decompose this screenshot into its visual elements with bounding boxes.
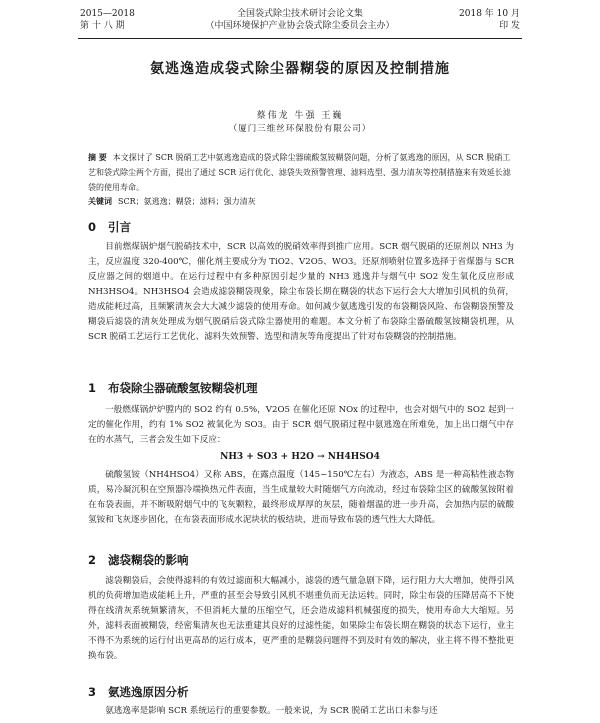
running-header bbox=[80, 8, 520, 48]
section-heading-3 bbox=[88, 684, 189, 700]
section-number: 0 bbox=[88, 220, 97, 234]
section-heading-1 bbox=[88, 380, 258, 396]
reaction-equation: NH3 + SO3 + H2O → NH4HSO4 bbox=[220, 452, 380, 462]
section-1-paragraph-2: 硫酸氢铵（NH4HSO4）又称 ABS，在露点温度（145~150℃左右）为液态，ABS 是一种高粘性液态物质，易冷凝沉积在空预器冷端换热元件表面，当生成量较大时随烟气方向流动，经过布袋除尘区的硫酸氢铵附着在布袋表面，并不断吸附烟气中的飞灰颗粒，最终形成厚厚的灰层，随着烟温的进一步升高，会加热内层的硫酸氢铵和飞灰逐步固化，在布袋表面形成水泥块状的板结块，进而导致布袋的透气性大大降低。 bbox=[88, 470, 514, 525]
section-number: 1 bbox=[88, 381, 97, 395]
section-heading-0 bbox=[88, 219, 131, 235]
abstract bbox=[88, 150, 512, 195]
affiliation: （厦门三维丝环保股份有限公司） bbox=[228, 124, 372, 134]
section-0-paragraph: 目前燃煤锅炉烟气脱硝技术中，SCR 以高效的脱硝效率得到推广应用。SCR 烟气脱硝的还原剂以 NH3 为主，反应温度 320-400℃，催化剂主要成分为 TiO2、V2O5、WO3。还原剂喷射位置多选择于省煤器与 SCR 反应器之间的烟道中。在运行过程中有多种原因引起少量的 NH3 逃逸并与烟气中 SO2 发生氧化反应形成 NH3HSO4。NH3HSO4 会造成滤袋糊袋现象，除尘布袋长期在糊袋的状态下运行会大大增加引风机的负荷，造成能耗过高，且频繁清灰会大大减少滤袋的使用寿命。如何减少氨逃逸引发的布袋糊袋风险、布袋糊袋预警及糊袋后滤袋的清灰处理成为烟气脱硝后袋式除尘器使用的难题。本文分析了布袋除尘器硫酸氢铵糊袋机理，从 SCR 脱硝工艺运行工艺优化、滤料失效预警、选型和清灰等角度提出了针对布袋糊袋的控制措施。 bbox=[88, 242, 514, 342]
header-years: 2015—2018 bbox=[80, 9, 135, 19]
header-center bbox=[160, 8, 440, 32]
paper-title: 氨逃逸造成袋式除尘器糊袋的原因及控制措施 bbox=[150, 61, 450, 77]
header-printed: 印 发 bbox=[499, 21, 520, 31]
section-title: 布袋除尘器硫酸氢铵糊袋机理 bbox=[108, 381, 258, 395]
section-3-paragraph: 氨逃逸率是影响 SCR 系统运行的重要参数。一般来说，为 SCR 脱硝工艺出口未参与还 bbox=[105, 706, 438, 716]
section-heading-2 bbox=[88, 552, 189, 568]
section-title: 滤袋糊袋的影响 bbox=[108, 553, 189, 567]
section-number: 2 bbox=[88, 553, 97, 567]
header-proceedings-title: 全国袋式除尘技术研讨会论文集 bbox=[236, 9, 363, 19]
section-1-paragraph-1: 一般燃煤锅炉炉膛内的 SO2 约有 0.5%，V2O5 在催化还原 NOx 的过程中，也会对烟气中的 SO2 起到一定的催化作用，约有 1% SO2 被氧化为 SO3。由于 SCR 烟气脱硝过程中氨逃逸在所难免，加上出口烟气中存在的水蒸气，三者会发生如下反应： bbox=[88, 405, 514, 445]
header-divider bbox=[78, 38, 522, 39]
abstract-text: 本文探讨了 SCR 脱硝工艺中氨逃逸造成的袋式除尘器硫酸氢铵糊袋问题，分析了氨逃逸的原因，从 SCR 脱硝工艺和袋式除尘两个方面，提出了通过 SCR 运行优化、滤袋失效预警管理、滤料选型、强力清灰等控制措施来有效延长滤袋的使用寿命。 bbox=[88, 153, 511, 192]
abstract-label: 摘 要 bbox=[88, 153, 107, 162]
keywords-text: SCR；氨逃逸；糊袋；滤料；强力清灰 bbox=[118, 197, 256, 206]
section-number: 3 bbox=[88, 685, 97, 699]
authors: 蔡伟龙 牛强 王巍 bbox=[256, 111, 344, 121]
header-date: 2018 年 10 月 bbox=[459, 9, 520, 19]
section-title: 氨逃逸原因分析 bbox=[108, 685, 189, 699]
section-2-paragraph: 滤袋糊袋后，会使得滤料的有效过滤面积大幅减小，滤袋的透气量急剧下降，运行阻力大大增加，使得引风机的负荷增加造成能耗上升，严重的甚至会导致引风机不堪重负而无法运转。同时，除尘布袋的压降居高不下使得在线清灰系统频繁清灰，不但消耗大量的压缩空气，还会造成滤料机械强度的损失，使用寿命大大缩短。另外，滤料表面被糊袋，经密集清灰也无法重建其良好的过滤性能，如果除尘布袋长期在糊袋的状态下运行，业主不得不为系统的运行付出更高昂的运行成本，更严重的是糊袋问题得不到及时有效的解决，业主将不得不整批更换布袋。 bbox=[88, 576, 514, 661]
section-title: 引言 bbox=[108, 220, 132, 234]
header-left bbox=[80, 8, 135, 32]
header-right bbox=[459, 8, 520, 32]
header-issue: 第 十 八 期 bbox=[80, 21, 125, 31]
keywords-label: 关键词 bbox=[88, 197, 112, 206]
keywords bbox=[88, 196, 512, 208]
header-organizer: （中国环境保护产业协会袋式除尘委员会主办） bbox=[205, 21, 395, 31]
